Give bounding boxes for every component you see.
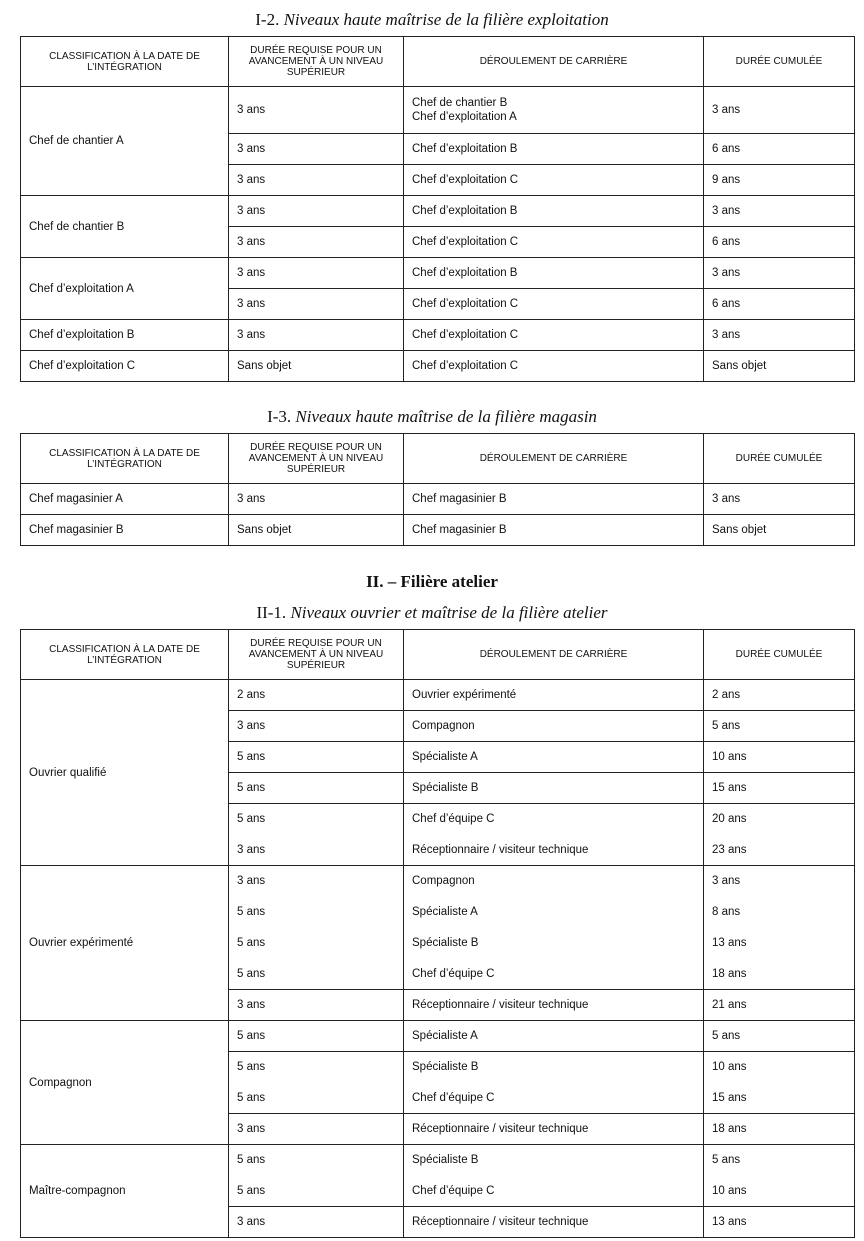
deroulement-line: Chef d’exploitation B (412, 143, 518, 155)
header-deroulement: DÉROULEMENT DE CARRIÈRE (404, 37, 704, 87)
cumul-cell: 20 ans (704, 804, 855, 835)
table-body (21, 484, 855, 546)
deroulement-line: Chef d’équipe C (412, 813, 495, 826)
deroulement-line: Spécialiste B (412, 1154, 479, 1167)
duree-cell: 3 ans (229, 320, 404, 351)
cumul-cell: 3 ans (704, 196, 855, 227)
duree-cell: 3 ans (229, 289, 404, 320)
section-i3-title (0, 407, 864, 427)
table-row (21, 484, 855, 515)
cumul-cell: 21 ans (704, 990, 855, 1021)
table-ii1 (20, 629, 855, 1238)
header-deroulement: DÉROULEMENT DE CARRIÈRE (404, 630, 704, 680)
deroulement-line: Chef d’exploitation C (412, 174, 519, 186)
classification-cell: Chef d’exploitation B (21, 320, 229, 351)
deroulement-cell (404, 959, 704, 990)
cumul-cell: 9 ans (704, 165, 855, 196)
deroulement-line: Chef magasinier B (412, 493, 507, 505)
classification-cell: Compagnon (21, 1021, 229, 1145)
section-i3-text: Niveaux haute maîtrise de la filière magasin (295, 407, 597, 426)
deroulement-line: Chef d’exploitation B (412, 267, 518, 279)
deroulement-cell (404, 1207, 704, 1238)
deroulement-cell (404, 227, 704, 258)
classification-cell: Chef de chantier B (21, 196, 229, 258)
duree-cell: Sans objet (229, 351, 404, 382)
header-duree-requise: DURÉE REQUISE POUR UN AVANCEMENT À UN NIVEAU SUPÉRIEUR (229, 630, 404, 680)
section-i2-number: I-2. (255, 10, 280, 29)
deroulement-line: Réceptionnaire / visiteur technique (412, 843, 589, 856)
duree-cell: 5 ans (229, 1145, 404, 1176)
duree-cell: 5 ans (229, 1052, 404, 1083)
cumul-cell: 3 ans (704, 484, 855, 515)
cumul-cell: 3 ans (704, 258, 855, 289)
table-i3 (20, 433, 855, 546)
deroulement-cell (404, 1114, 704, 1145)
deroulement-cell (404, 928, 704, 959)
duree-cell: 3 ans (229, 866, 404, 897)
duree-cell: 5 ans (229, 742, 404, 773)
classification-cell: Chef de chantier A (21, 87, 229, 196)
table-body (21, 680, 855, 1238)
deroulement-line: Spécialiste B (412, 782, 479, 794)
duree-cell: 3 ans (229, 990, 404, 1021)
table-header (21, 434, 855, 484)
cumul-cell: 18 ans (704, 959, 855, 990)
deroulement-cell (404, 835, 704, 866)
cumul-cell: 5 ans (704, 1021, 855, 1052)
deroulement-cell (404, 1176, 704, 1207)
header-classification: CLASSIFICATION À LA DATE DE L’INTÉGRATION (21, 630, 229, 680)
table-row (21, 680, 855, 711)
duree-cell: 3 ans (229, 227, 404, 258)
section-i2-title (0, 10, 864, 30)
deroulement-cell (404, 804, 704, 835)
deroulement-cell (404, 680, 704, 711)
table-row (21, 87, 855, 134)
deroulement-line: Spécialiste A (412, 751, 478, 763)
deroulement-line: Réceptionnaire / visiteur technique (412, 1216, 589, 1228)
deroulement-line: Compagnon (412, 875, 475, 888)
duree-cell: 5 ans (229, 1083, 404, 1114)
deroulement-cell (404, 866, 704, 897)
classification-cell: Ouvrier expérimenté (21, 866, 229, 1021)
deroulement-cell (404, 990, 704, 1021)
duree-cell: 5 ans (229, 1021, 404, 1052)
header-row (21, 630, 855, 680)
classification-cell: Chef magasinier A (21, 484, 229, 515)
deroulement-line: Chef d’équipe C (412, 1184, 495, 1197)
deroulement-cell (404, 484, 704, 515)
deroulement-line: Chef de chantier B (412, 97, 508, 109)
header-duree-cumulee: DURÉE CUMULÉE (704, 37, 855, 87)
deroulement-cell (404, 351, 704, 382)
section-ii1-text: Niveaux ouvrier et maîtrise de la filière atelier (290, 603, 608, 622)
header-row (21, 434, 855, 484)
cumul-cell: 10 ans (704, 1052, 855, 1083)
deroulement-cell (404, 87, 704, 134)
header-row (21, 37, 855, 87)
table-row (21, 866, 855, 897)
header-classification: CLASSIFICATION À LA DATE DE L’INTÉGRATION (21, 37, 229, 87)
section-i2-text: Niveaux haute maîtrise de la filière exploitation (283, 10, 609, 29)
cumul-cell: 10 ans (704, 742, 855, 773)
classification-cell: Chef magasinier B (21, 515, 229, 546)
deroulement-line: Chef d’exploitation C (412, 329, 519, 341)
cumul-cell: 8 ans (704, 897, 855, 928)
duree-cell: 3 ans (229, 1207, 404, 1238)
duree-cell: Sans objet (229, 515, 404, 546)
section-ii-heading: II. – Filière atelier (366, 572, 498, 591)
deroulement-cell (404, 711, 704, 742)
header-deroulement: DÉROULEMENT DE CARRIÈRE (404, 434, 704, 484)
duree-cell: 3 ans (229, 835, 404, 866)
cumul-cell: Sans objet (704, 351, 855, 382)
table-i2 (20, 36, 855, 382)
cumul-cell: 13 ans (704, 1207, 855, 1238)
deroulement-cell (404, 515, 704, 546)
deroulement-line: Chef d’exploitation C (412, 360, 519, 372)
deroulement-line: Compagnon (412, 720, 475, 732)
header-duree-cumulee: DURÉE CUMULÉE (704, 434, 855, 484)
duree-cell: 5 ans (229, 804, 404, 835)
deroulement-line: Chef magasinier B (412, 524, 507, 536)
deroulement-cell (404, 742, 704, 773)
section-i3-number: I-3. (267, 407, 292, 426)
duree-cell: 5 ans (229, 897, 404, 928)
cumul-cell: 6 ans (704, 289, 855, 320)
duree-cell: 5 ans (229, 928, 404, 959)
cumul-cell: 3 ans (704, 866, 855, 897)
section-ii1-title (0, 603, 864, 623)
cumul-cell: 10 ans (704, 1176, 855, 1207)
deroulement-cell (404, 320, 704, 351)
deroulement-cell (404, 134, 704, 165)
duree-cell: 3 ans (229, 258, 404, 289)
deroulement-line: Spécialiste A (412, 1030, 478, 1042)
deroulement-cell (404, 897, 704, 928)
cumul-cell: 6 ans (704, 134, 855, 165)
cumul-cell: 5 ans (704, 711, 855, 742)
header-duree-requise: DURÉE REQUISE POUR UN AVANCEMENT À UN NIVEAU SUPÉRIEUR (229, 37, 404, 87)
classification-cell: Chef d’exploitation A (21, 258, 229, 320)
duree-cell: 5 ans (229, 959, 404, 990)
cumul-cell: 5 ans (704, 1145, 855, 1176)
duree-cell: 3 ans (229, 134, 404, 165)
deroulement-line: Spécialiste B (412, 937, 479, 949)
deroulement-cell (404, 773, 704, 804)
deroulement-line: Chef d’exploitation A (412, 111, 517, 123)
duree-cell: 5 ans (229, 773, 404, 804)
cumul-cell: 2 ans (704, 680, 855, 711)
cumul-cell: 6 ans (704, 227, 855, 258)
deroulement-line: Spécialiste B (412, 1061, 479, 1074)
cumul-cell: 13 ans (704, 928, 855, 959)
cumul-cell: 15 ans (704, 1083, 855, 1114)
table-body (21, 87, 855, 382)
table-header (21, 37, 855, 87)
classification-cell: Maître-compagnon (21, 1145, 229, 1238)
deroulement-line: Chef d’exploitation B (412, 205, 518, 217)
deroulement-cell (404, 1052, 704, 1083)
deroulement-line: Spécialiste A (412, 906, 478, 918)
deroulement-line: Chef d’exploitation C (412, 298, 519, 310)
duree-cell: 2 ans (229, 680, 404, 711)
header-duree-requise: DURÉE REQUISE POUR UN AVANCEMENT À UN NIVEAU SUPÉRIEUR (229, 434, 404, 484)
deroulement-cell (404, 1083, 704, 1114)
deroulement-cell (404, 1021, 704, 1052)
classification-cell: Ouvrier qualifié (21, 680, 229, 866)
duree-cell: 3 ans (229, 165, 404, 196)
table-row (21, 515, 855, 546)
table-row (21, 1021, 855, 1052)
duree-cell: 3 ans (229, 1114, 404, 1145)
table-row (21, 351, 855, 382)
deroulement-line: Chef d’exploitation C (412, 236, 519, 248)
table-row (21, 1145, 855, 1176)
header-classification: CLASSIFICATION À LA DATE DE L’INTÉGRATION (21, 434, 229, 484)
duree-cell: 3 ans (229, 711, 404, 742)
table-header (21, 630, 855, 680)
section-ii1-number: II-1. (256, 603, 287, 622)
cumul-cell: Sans objet (704, 515, 855, 546)
deroulement-cell (404, 196, 704, 227)
duree-cell: 5 ans (229, 1176, 404, 1207)
deroulement-cell (404, 289, 704, 320)
cumul-cell: 18 ans (704, 1114, 855, 1145)
deroulement-cell (404, 258, 704, 289)
deroulement-line: Ouvrier expérimenté (412, 689, 517, 701)
table-row (21, 258, 855, 289)
duree-cell: 3 ans (229, 196, 404, 227)
classification-cell: Chef d’exploitation C (21, 351, 229, 382)
cumul-cell: 23 ans (704, 835, 855, 866)
deroulement-cell (404, 1145, 704, 1176)
cumul-cell: 15 ans (704, 773, 855, 804)
deroulement-cell (404, 165, 704, 196)
deroulement-line: Réceptionnaire / visiteur technique (412, 999, 589, 1011)
table-row (21, 196, 855, 227)
deroulement-line: Chef d’équipe C (412, 967, 495, 980)
deroulement-line: Réceptionnaire / visiteur technique (412, 1123, 589, 1135)
cumul-cell: 3 ans (704, 87, 855, 134)
duree-cell: 3 ans (229, 87, 404, 134)
table-row (21, 320, 855, 351)
deroulement-line: Chef d’équipe C (412, 1091, 495, 1104)
header-duree-cumulee: DURÉE CUMULÉE (704, 630, 855, 680)
cumul-cell: 3 ans (704, 320, 855, 351)
duree-cell: 3 ans (229, 484, 404, 515)
